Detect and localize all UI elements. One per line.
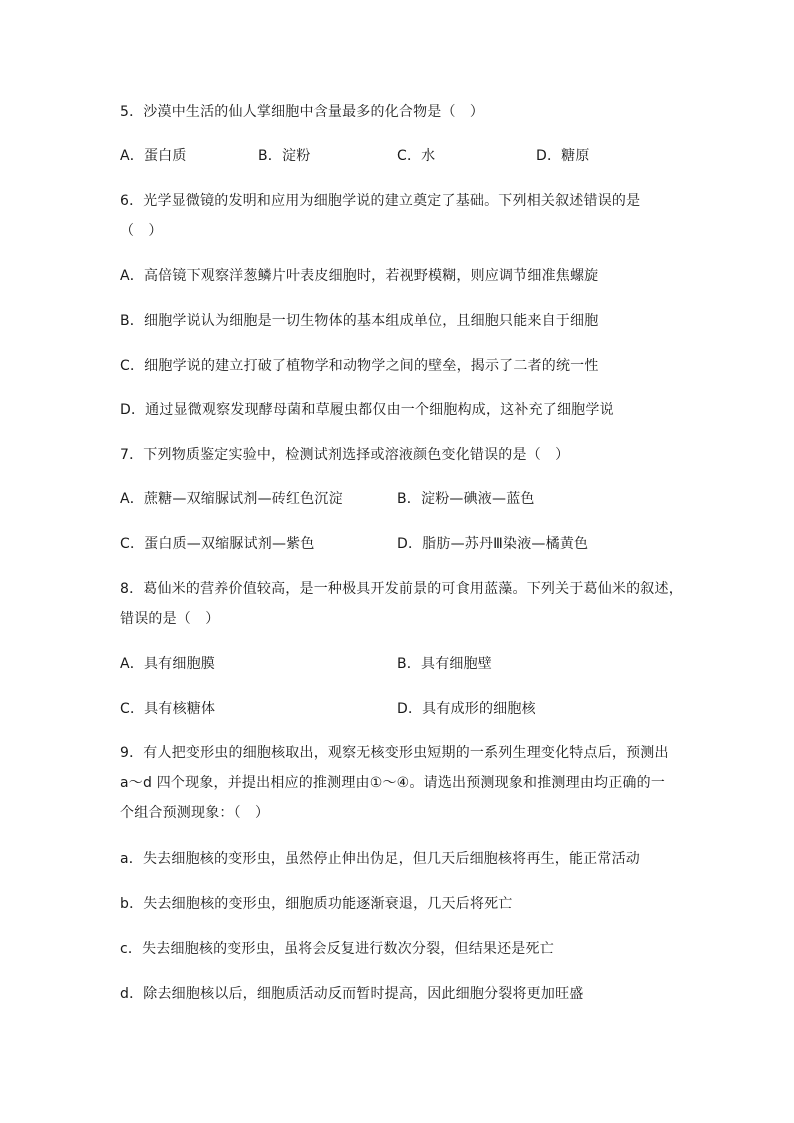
q9-item-b: b．失去细胞核的变形虫，细胞质功能逐渐衰退，几天后将死亡	[120, 896, 513, 912]
q8-option-d: D．具有成形的细胞核	[397, 701, 536, 717]
q5-stem: 5．沙漠中生活的仙人掌细胞中含量最多的化合物是（ ）	[120, 104, 485, 120]
q7-option-b: B．淀粉—碘液—蓝色	[397, 491, 535, 507]
q8-stem-line1: 8．葛仙米的营养价值较高，是一种极具开发前景的可食用蓝藻。下列关于葛仙米的叙述，	[120, 581, 683, 597]
q8-option-c: C．具有核糖体	[120, 701, 216, 717]
q9-item-c: c．失去细胞核的变形虫，虽将会反复进行数次分裂，但结果还是死亡	[120, 941, 554, 957]
q9-item-d: d．除去细胞核以后，细胞质活动反而暂时提高，因此细胞分裂将更加旺盛	[120, 986, 584, 1002]
q9-stem-line3: 个组合预测现象：（ ）	[120, 805, 270, 821]
q8-option-a: A．具有细胞膜	[120, 656, 215, 672]
q9-item-a: a．失去细胞核的变形虫，虽然停止伸出伪足，但几天后细胞核将再生，能正常活动	[120, 851, 640, 867]
q6-option-d: D．通过显微观察发现酵母菌和草履虫都仅由一个细胞构成，这补充了细胞学说	[120, 402, 614, 418]
q6-option-b: B．细胞学说认为细胞是一切生物体的基本组成单位，且细胞只能来自于细胞	[120, 313, 599, 329]
q7-option-c: C．蛋白质—双缩脲试剂—紫色	[120, 536, 315, 552]
q5-option-c: C．水	[397, 148, 436, 164]
q6-stem-line2: （ ）	[120, 223, 163, 239]
q6-option-c: C．细胞学说的建立打破了植物学和动物学之间的壁垒，揭示了二者的统一性	[120, 358, 599, 374]
q7-stem: 7．下列物质鉴定实验中，检测试剂选择或溶液颜色变化错误的是（ ）	[120, 447, 570, 463]
q9-stem-line2: a～d 四个现象，并提出相应的推测理由①～④。请选出预测现象和推测理由均正确的一	[120, 775, 666, 791]
q9-stem-line1: 9．有人把变形虫的细胞核取出，观察无核变形虫短期的一系列生理变化特点后，预测出	[120, 745, 669, 761]
q6-stem-line1: 6．光学显微镜的发明和应用为细胞学说的建立奠定了基础。下列相关叙述错误的是	[120, 193, 641, 209]
q6-option-a: A．高倍镜下观察洋葱鳞片叶表皮细胞时，若视野模糊，则应调节细准焦螺旋	[120, 268, 599, 284]
q5-option-a: A．蛋白质	[120, 148, 187, 164]
q8-stem-line2: 错误的是（ ）	[120, 611, 220, 627]
q7-option-a: A．蔗糖—双缩脲试剂—砖红色沉淀	[120, 491, 343, 507]
q5-option-d: D．糖原	[536, 148, 590, 164]
q7-option-d: D．脂肪—苏丹Ⅲ染液—橘黄色	[397, 536, 589, 552]
q8-option-b: B．具有细胞壁	[397, 656, 493, 672]
q5-option-b: B．淀粉	[258, 148, 311, 164]
